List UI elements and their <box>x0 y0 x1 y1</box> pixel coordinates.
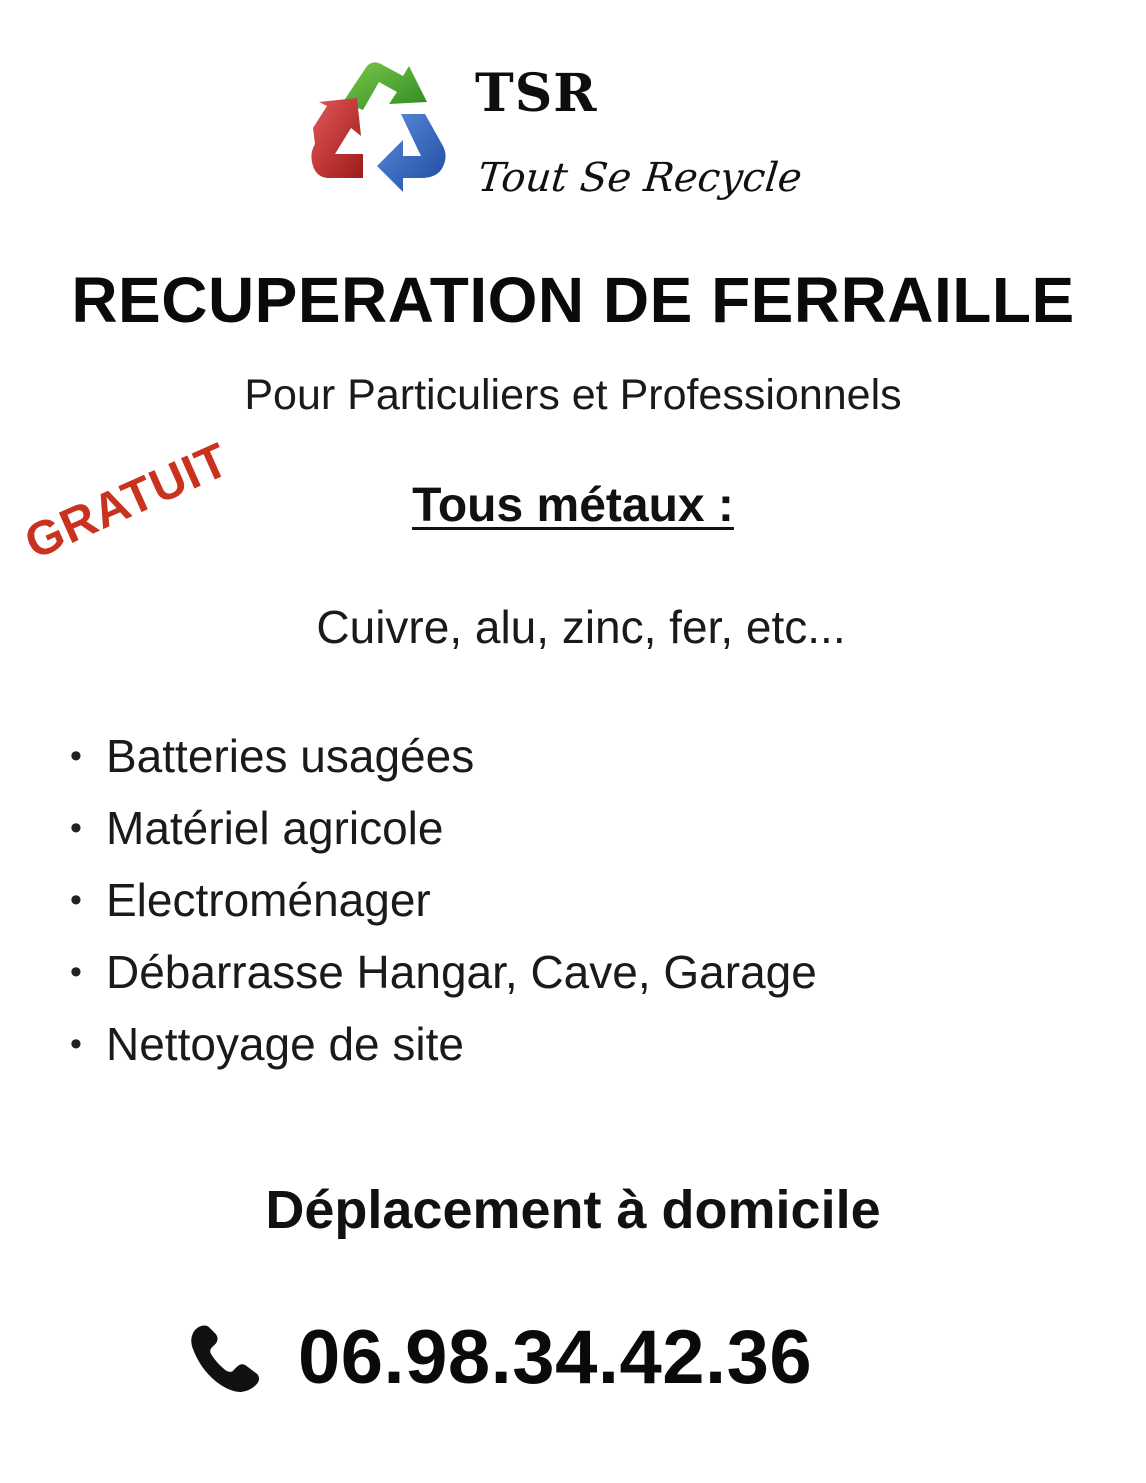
subtitle: Pour Particuliers et Professionnels <box>244 371 902 419</box>
list-item <box>70 720 817 792</box>
service-label: Nettoyage de site <box>106 1018 465 1070</box>
page-title: RECUPERATION DE FERRAILLE <box>71 264 1075 336</box>
home-visit-text: Déplacement à domicile <box>265 1180 881 1240</box>
bullet-icon: • <box>70 736 82 775</box>
service-label: Batteries usagées <box>106 730 475 782</box>
metals-heading <box>0 479 1146 532</box>
phone-contact <box>188 1315 813 1400</box>
service-label: Débarrasse Hangar, Cave, Garage <box>106 946 817 998</box>
list-item <box>70 936 817 1008</box>
metals-list: Cuivre, alu, zinc, fer, etc... <box>316 601 846 653</box>
recycle-icon <box>305 58 455 198</box>
phone-icon <box>188 1321 262 1395</box>
services-list <box>70 720 817 1080</box>
brand-tagline: Tout Se Recycle <box>475 155 805 201</box>
service-label: Matériel agricole <box>106 802 444 854</box>
metals-heading-text: Tous métaux : <box>412 479 734 532</box>
bullet-icon: • <box>70 952 82 991</box>
bullet-icon: • <box>70 1024 82 1063</box>
bullet-icon: • <box>70 880 82 919</box>
service-label: Electroménager <box>106 874 431 926</box>
phone-number: 06.98.34.42.36 <box>298 1315 813 1400</box>
free-badge: GRATUIT <box>17 433 237 570</box>
list-item <box>70 864 817 936</box>
brand-name: TSR <box>475 63 598 124</box>
list-item <box>70 792 817 864</box>
bullet-icon: • <box>70 808 82 847</box>
list-item <box>70 1008 817 1080</box>
